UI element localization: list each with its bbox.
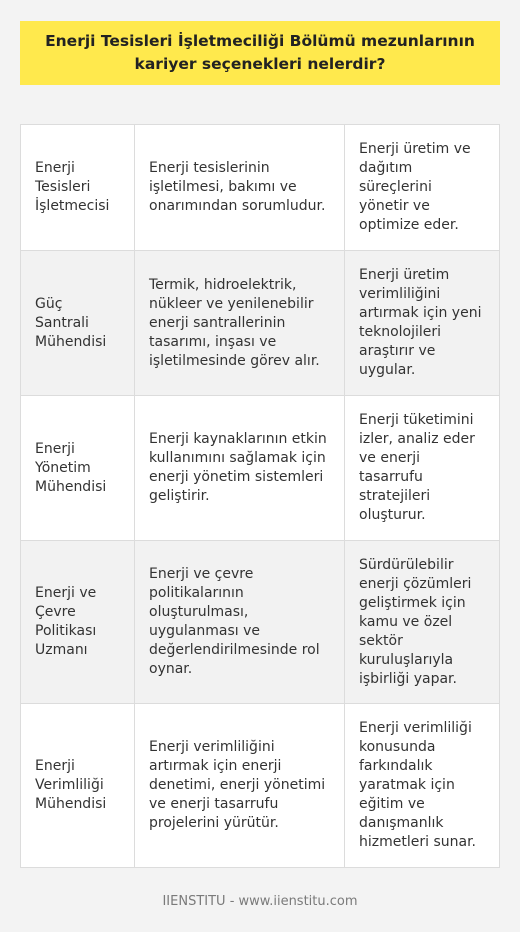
role-cell [21, 251, 135, 395]
role-text: Enerji Tesisleri İşletmecisi [35, 160, 110, 214]
table-row [21, 704, 499, 867]
table-row [21, 251, 499, 396]
role-text: Güç Santrali Mühendisi [35, 295, 107, 350]
description-text: Enerji verimliliğini artırmak için enerji denetimi, enerji yönetimi ve enerji tasarrufu projelerini yürütür. [149, 739, 326, 831]
description-cell [135, 396, 345, 540]
title-banner [20, 21, 500, 85]
description-text: Enerji ve çevre politikalarının oluşturulması, uygulanması ve değerlendirilmesinde rol oynar. [149, 566, 320, 677]
detail-text: Enerji üretim verimliliğini artırmak için yeni teknolojileri araştırır ve uygular. [359, 267, 482, 378]
description-cell [135, 251, 345, 395]
detail-cell [345, 125, 499, 250]
career-table [20, 124, 500, 868]
description-text: Enerji kaynaklarının etkin kullanımını sağlamak için enerji yönetim sistemleri geliştirir. [149, 431, 327, 504]
role-cell [21, 125, 135, 250]
detail-text: Enerji verimliliği konusunda farkındalık yaratmak için eğitim ve danışmanlık hizmetleri sunar. [359, 720, 476, 850]
role-text: Enerji Verimliliği Mühendisi [35, 758, 107, 812]
description-text: Termik, hidroelektrik, nükleer ve yenilenebilir enerji santrallerinin tasarımı, inşası ve işletilmesinde görev alır. [149, 276, 320, 369]
role-text: Enerji Yönetim Mühendisi [35, 440, 107, 495]
role-text: Enerji ve Çevre Politikası Uzmanı [35, 585, 97, 658]
table-row [21, 125, 499, 251]
page-title: Enerji Tesisleri İşletmeciliği Bölümü mezunlarının kariyer seçenekleri nelerdir? [45, 32, 475, 73]
detail-cell [345, 541, 499, 703]
detail-text: Enerji üretim ve dağıtım süreçlerini yönetir ve optimize eder. [359, 141, 471, 233]
detail-text: Sürdürülebilir enerji çözümleri geliştirmek için kamu ve özel sektör kuruluşlarıyla işbirliği yapar. [359, 556, 472, 687]
detail-cell [345, 396, 499, 540]
table-row [21, 541, 499, 704]
detail-cell [345, 704, 499, 867]
detail-text: Enerji tüketimini izler, analiz eder ve enerji tasarrufu stratejileri oluşturur. [359, 412, 475, 523]
role-cell [21, 541, 135, 703]
description-cell [135, 541, 345, 703]
detail-cell [345, 251, 499, 395]
description-cell [135, 125, 345, 250]
description-text: Enerji tesislerinin işletilmesi, bakımı ve onarımından sorumludur. [149, 160, 326, 214]
role-cell [21, 704, 135, 867]
description-cell [135, 704, 345, 867]
table-row [21, 396, 499, 541]
role-cell [21, 396, 135, 540]
footer-credit: IIENSTITU - www.iienstitu.com [162, 894, 358, 909]
